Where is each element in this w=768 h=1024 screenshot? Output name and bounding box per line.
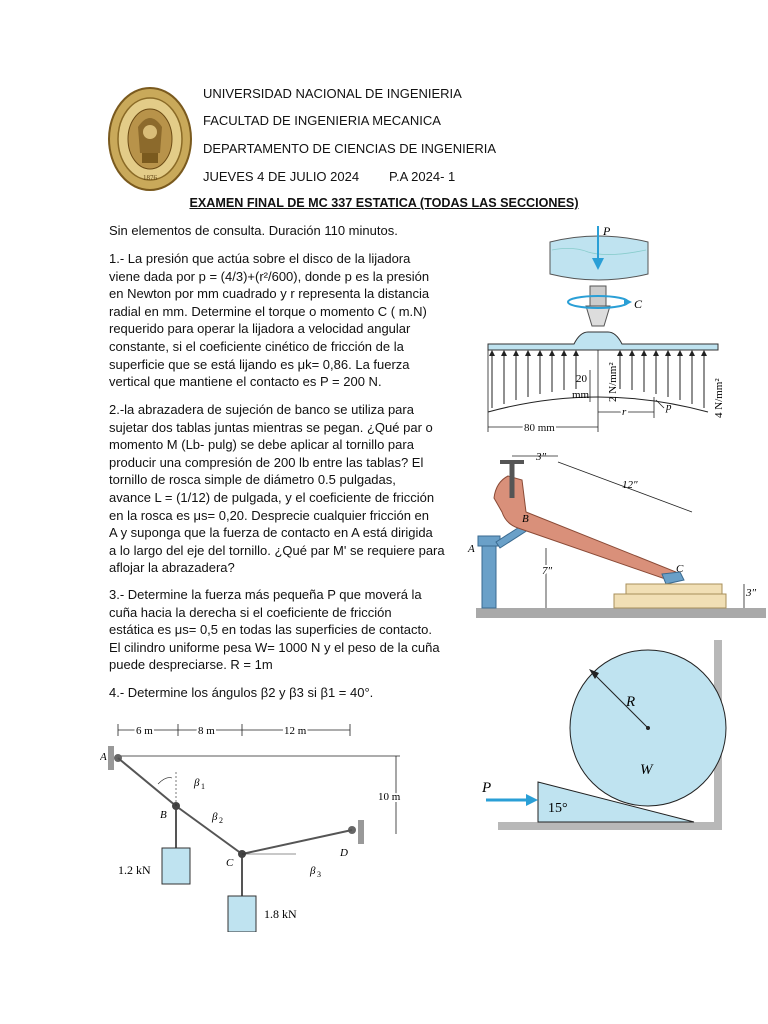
- svg-text:1.2 kN: 1.2 kN: [118, 863, 151, 877]
- faculty-name: FACULTAD DE INGENIERIA MECANICA: [203, 113, 441, 128]
- svg-text:B: B: [522, 513, 529, 525]
- svg-text:3″: 3″: [536, 451, 547, 463]
- svg-text:P: P: [603, 224, 611, 238]
- svg-text:2: 2: [219, 816, 223, 825]
- svg-text:1.8 kN: 1.8 kN: [264, 907, 297, 921]
- svg-text:4 N/mm²: 4 N/mm²: [713, 378, 725, 418]
- problem-3: 3.- Determine la fuerza más pequeña P que moverá la cuña hacia la derecha si el coeficiente de fricción estática es μs= 0,5 en todas las superficies de contacto. El cilindro uniforme pesa W= 1000 N y el peso de la cuña puede despreciarse. R = 1m: [109, 587, 440, 673]
- svg-text:r: r: [622, 406, 627, 418]
- svg-text:A: A: [468, 543, 475, 555]
- svg-text:P: P: [482, 780, 492, 796]
- svg-text:6 m: 6 m: [136, 725, 153, 737]
- exam-title: EXAMEN FINAL DE MC 337 ESTATICA (TODAS LAS SECCIONES): [189, 196, 579, 210]
- svg-text:A: A: [100, 751, 107, 763]
- svg-text:β: β: [194, 777, 200, 789]
- svg-text:W: W: [640, 762, 653, 778]
- svg-text:8 m: 8 m: [198, 725, 215, 737]
- svg-text:12″: 12″: [622, 479, 638, 491]
- svg-text:C: C: [634, 297, 643, 311]
- svg-text:15°: 15°: [548, 801, 568, 816]
- svg-text:7″: 7″: [542, 565, 553, 577]
- university-seal: [108, 87, 192, 191]
- svg-text:3″: 3″: [746, 587, 757, 599]
- svg-text:B: B: [160, 809, 167, 821]
- exam-date: JUEVES 4 DE JULIO 2024: [203, 169, 360, 184]
- svg-text:β: β: [310, 865, 316, 877]
- svg-text:2 N/mm²: 2 N/mm²: [607, 362, 619, 402]
- svg-text:C: C: [226, 857, 234, 869]
- svg-text:p: p: [666, 401, 672, 413]
- department-name: DEPARTAMENTO DE CIENCIAS DE INGENIERIA: [203, 141, 497, 156]
- seal-year: 1876: [143, 174, 157, 182]
- svg-text:β: β: [212, 811, 218, 823]
- svg-text:20: 20: [576, 373, 587, 385]
- exam-term: P.A 2024- 1: [389, 169, 456, 184]
- svg-text:mm: mm: [572, 389, 590, 401]
- figure-clamp: [466, 448, 766, 620]
- svg-text:10 m: 10 m: [378, 791, 401, 803]
- figure-cables: [100, 720, 420, 932]
- svg-text:3: 3: [317, 870, 321, 879]
- svg-text:C: C: [676, 563, 684, 575]
- university-name: UNIVERSIDAD NACIONAL DE INGENIERIA: [203, 86, 462, 101]
- figure-sander: [478, 222, 730, 440]
- problem-4: 4.- Determine los ángulos β2 y β3 si β1 = 40°.: [109, 685, 374, 700]
- svg-text:12 m: 12 m: [284, 725, 307, 737]
- svg-text:1: 1: [201, 782, 205, 791]
- svg-text:80 mm: 80 mm: [524, 422, 555, 434]
- instructions: Sin elementos de consulta. Duración 110 minutos.: [109, 223, 398, 238]
- figure-wedge: [478, 640, 742, 836]
- svg-text:R: R: [626, 694, 636, 710]
- problem-2: 2.-la abrazadera de sujeción de banco se utiliza para sujetar dos tablas juntas mientras se pegan. ¿Qué par o momento M (Lb- pulg) se debe aplicar al tornillo para producir una compresión de 200 lb entre las tablas? El tornillo de rosca simple de diámetro 0.5 pulgadas, avance L = (1/12) de pulgada, y el coeficiente de fricción en la rosca es μs= 0,20. Desprecie cualquier fricción en A y suponga que la fuerza de contacto en A está dirigida a lo largo del eje del tornillo. ¿Qué par M' se requiere para aflojar la abrazadera?: [109, 402, 445, 576]
- problem-1: 1.- La presión que actúa sobre el disco de la lijadora viene dada por p = (4/3)+(r²/600), donde p es la presión en Newton por mm cuadrado y r representa la distancia radial en mm. Determine el torque o momento C ( m.N) requerido para operar la lijadora a velocidad angular constante, si el coeficiente cinético de fricción de la superficie que se está lijando es μk= 0,86. La fuerza vertical que mantiene el contacto es P = 200 N.: [109, 251, 430, 390]
- svg-text:D: D: [340, 847, 348, 859]
